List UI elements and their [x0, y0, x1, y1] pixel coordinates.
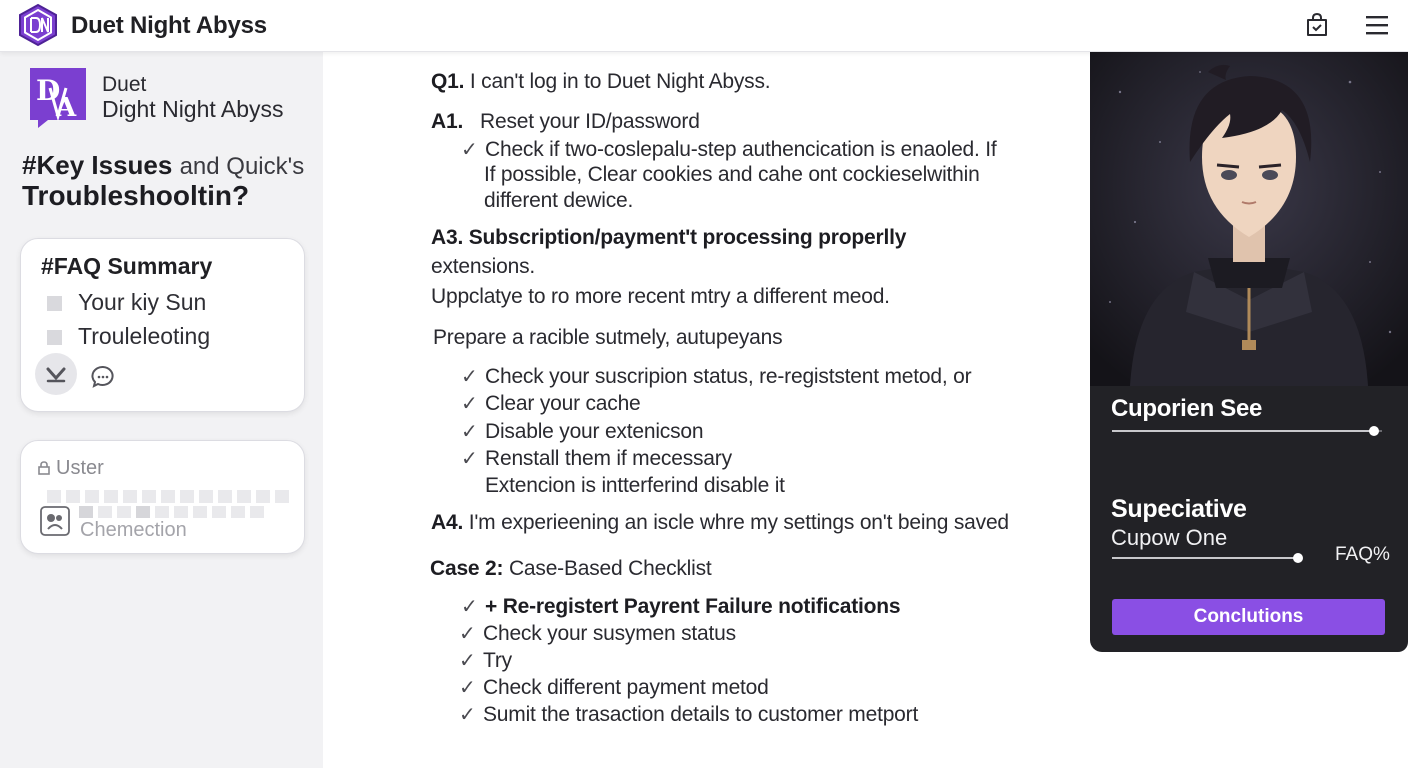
supeciative-title: Supeciative — [1111, 495, 1247, 523]
shopping-bag-icon[interactable] — [1305, 12, 1329, 38]
a1-text: Reset your ID/password — [480, 110, 700, 133]
check-item — [459, 675, 769, 700]
a1-check-text: Check if two-coslepalu-step authencication is enaoled. If — [485, 138, 997, 161]
case2-label: Case 2: — [430, 557, 504, 580]
faq-summary-item[interactable] — [47, 323, 210, 350]
extension-note: Extencion is intterferind disable it — [485, 474, 785, 497]
check-item-text: Check different payment metod — [483, 676, 769, 699]
left-sidebar — [0, 52, 323, 768]
check-item — [461, 594, 900, 619]
checkmark-icon: ✓ — [459, 650, 476, 672]
hamburger-menu-icon[interactable] — [1364, 14, 1390, 36]
a4-text: I'm experieening an iscle whre my settings on't being saved — [468, 511, 1009, 534]
q1-text: I can't log in to Duet Night Abyss. — [469, 70, 771, 93]
key-issues-bold: #Key Issues — [22, 150, 173, 180]
bullet-square-icon — [47, 296, 62, 311]
placeholder-grid — [79, 506, 264, 518]
chevron-down-icon — [35, 353, 77, 395]
check-item-text: Sumit the trasaction details to customer metport — [483, 703, 919, 726]
dna-logo-icon[interactable] — [16, 3, 60, 47]
a4-label: A4. — [431, 511, 464, 534]
check-item — [459, 702, 918, 727]
troubleshooting-heading: Troubleshooltin? — [22, 180, 250, 211]
sidebar-brand-line1: Duet — [102, 73, 147, 96]
faq-summary-item[interactable] — [47, 289, 206, 316]
connection-app-icon — [39, 505, 71, 537]
a3-line2: extensions. — [431, 255, 536, 278]
q1-label: Q1. — [431, 70, 465, 93]
faq-summary-title: #FAQ Summary — [41, 253, 213, 279]
checkmark-icon: ✓ — [461, 596, 478, 618]
cupow-one-label: Cupow One — [1111, 525, 1228, 550]
key-issues-light: and Quick's — [179, 153, 305, 180]
right-panel — [1090, 52, 1408, 652]
check-item — [461, 364, 971, 389]
check-item-text: Try — [483, 649, 512, 672]
a1-check-line — [461, 137, 997, 162]
check-item-text: + Re-registert Payrent Failure notifications — [485, 595, 901, 618]
faq-summary-item-label: Trouleleoting — [78, 323, 211, 349]
sidebar-brand-line2: Dight Night Abyss — [102, 96, 284, 122]
lock-icon — [38, 461, 50, 475]
faq-content — [323, 52, 1090, 768]
chat-bubble-icon[interactable] — [91, 365, 115, 389]
checkmark-icon: ✓ — [459, 704, 476, 726]
connection-label: Chemection — [80, 519, 187, 541]
question-q1 — [431, 70, 770, 94]
key-issues-heading — [22, 150, 304, 182]
a1-label: A1. — [431, 110, 464, 133]
svg-text:A: A — [56, 93, 77, 123]
conclusions-button[interactable]: Conclutions — [1112, 599, 1385, 635]
checkmark-icon: ✓ — [461, 139, 478, 161]
a1-line3: different dewice. — [484, 189, 634, 212]
user-label-text: Uster — [56, 457, 104, 479]
checkmark-icon: ✓ — [461, 393, 478, 415]
check-item — [459, 621, 736, 646]
user-card — [20, 440, 305, 554]
top-bar — [0, 0, 1408, 52]
slider-fill — [1112, 430, 1374, 432]
slider-knob[interactable] — [1369, 426, 1379, 436]
check-item-text: Clear your cache — [485, 392, 641, 415]
answer-a4 — [431, 511, 1009, 535]
checkmark-icon: ✓ — [461, 421, 478, 443]
checkmark-icon: ✓ — [461, 448, 478, 470]
svg-text:D: D — [36, 74, 61, 107]
check-item — [459, 648, 512, 673]
progress-slider-2[interactable] — [1112, 553, 1302, 563]
character-portrait — [1090, 52, 1408, 386]
check-item — [461, 446, 732, 471]
user-label[interactable] — [38, 457, 104, 480]
check-item-text: Renstall them if mecessary — [485, 447, 732, 470]
faq-percent-label: FAQ% — [1335, 544, 1390, 565]
checkmark-icon: ✓ — [459, 677, 476, 699]
check-item — [461, 391, 641, 416]
checkmark-icon: ✓ — [459, 623, 476, 645]
faq-summary-card — [20, 238, 305, 412]
check-item — [461, 419, 703, 444]
prepare-heading: Prepare a racible sutmely, autupeyans — [433, 326, 783, 349]
case2-text: Case-Based Checklist — [508, 557, 712, 580]
a1-line2: If possible, Clear cookies and cahe ont cockieselwithin — [484, 163, 980, 186]
placeholder-grid — [47, 490, 289, 503]
check-item-text: Disable your extenicson — [485, 420, 704, 443]
a3-text: processing properlly — [702, 226, 907, 249]
bullet-square-icon — [47, 330, 62, 345]
answer-a3 — [431, 226, 906, 250]
answer-a1 — [431, 110, 700, 134]
slider-knob[interactable] — [1293, 553, 1303, 563]
case2-heading — [430, 557, 712, 581]
collapse-button[interactable] — [35, 353, 77, 395]
panel-title: Cuporien See — [1111, 395, 1263, 422]
slider-fill — [1112, 557, 1298, 559]
a3-line3: Uppclatye to ro more recent mtry a different meod. — [431, 285, 890, 308]
progress-slider-1[interactable] — [1112, 426, 1382, 436]
faq-summary-item-label: Your kiy Sun — [78, 289, 207, 315]
dna-square-logo-icon — [28, 66, 88, 130]
brand-title[interactable]: Duet Night Abyss — [71, 12, 267, 39]
checkmark-icon: ✓ — [461, 366, 478, 388]
a3-label: A3. Subscription/payment't — [431, 226, 697, 249]
check-item-text: Check your susymen status — [483, 622, 736, 645]
check-item-text: Check your suscripion status, re-registstent metod, or — [485, 365, 972, 388]
